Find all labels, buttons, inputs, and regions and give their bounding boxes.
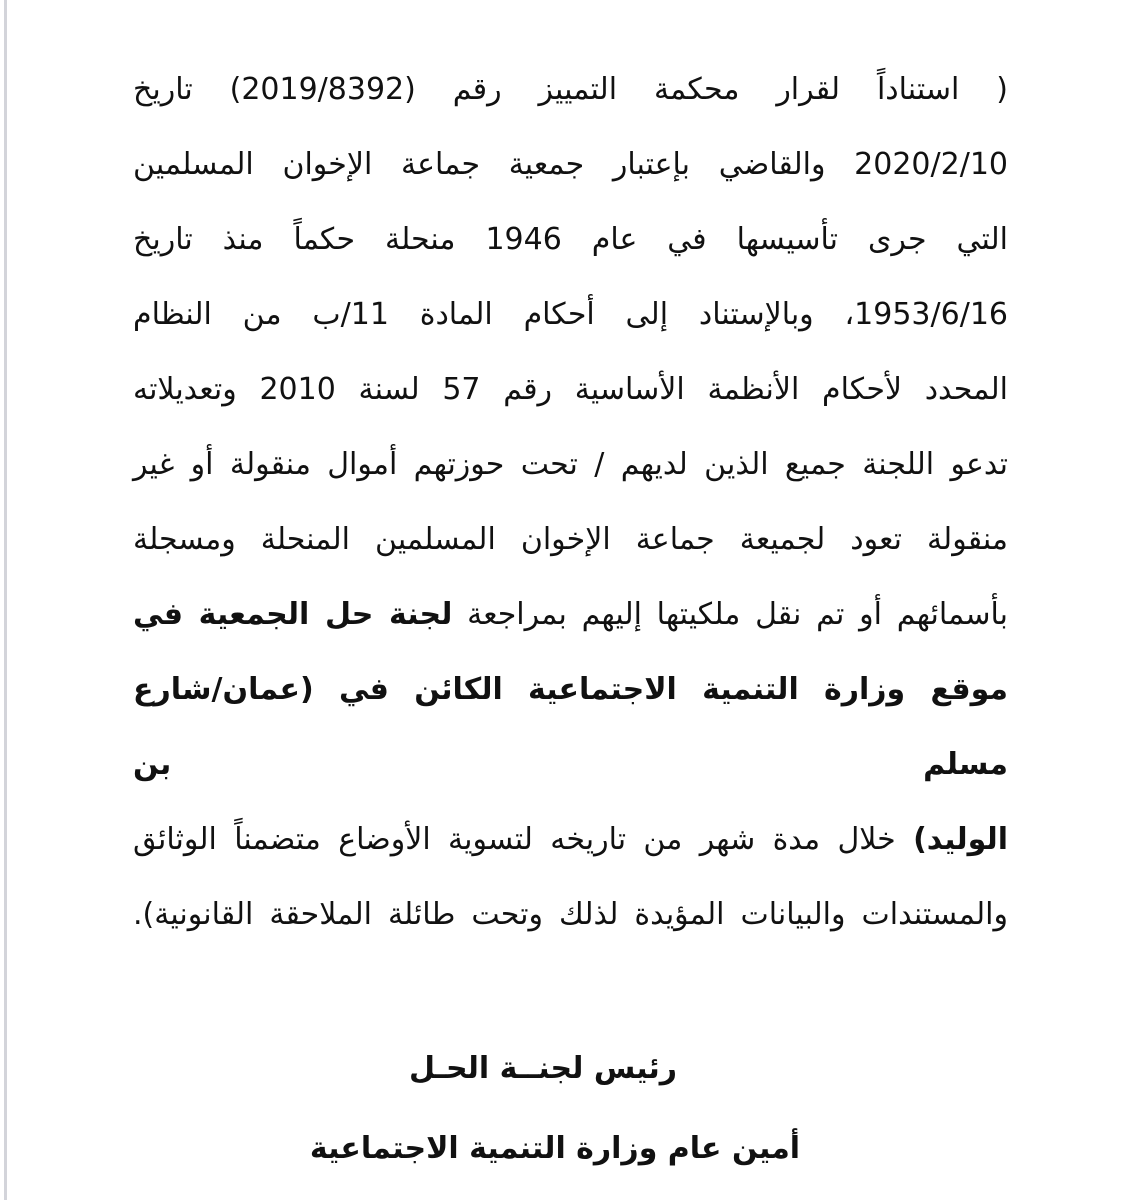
line-text: التي جرى تأسيسها في عام 1946 منحلة حكماً منذ تاريخ	[133, 222, 1008, 257]
signature-block	[0, 1048, 1126, 1170]
line-text-bold: موقع وزارة التنمية الاجتماعية الكائن في (عمان/شارع مسلم بن	[133, 672, 1008, 782]
line-text: خلال مدة شهر من تاريخه لتسوية الأوضاع متضمناً الوثائق	[133, 822, 914, 857]
document-line	[133, 802, 1008, 877]
signature-title-secretary-general-social-development: أمين عام وزارة التنمية الاجتماعية	[309, 1131, 801, 1166]
line-text: المحدد لأحكام الأنظمة الأساسية رقم 57 لسنة 2010 وتعديلاته	[133, 372, 1008, 407]
signature-title-dissolution-committee-chairman: رئيس لجنــة الحـل	[408, 1051, 678, 1086]
line-text: والمستندات والبيانات المؤيدة لذلك وتحت طائلة الملاحقة القانونية).	[133, 897, 1008, 932]
document-line	[133, 877, 1008, 952]
document-line	[133, 427, 1008, 502]
document-line	[133, 202, 1008, 277]
document-line	[133, 127, 1008, 202]
document-line	[133, 502, 1008, 577]
line-text: 1953/6/16، وبالإستناد إلى أحكام المادة 11/ب من النظام	[133, 297, 1008, 332]
document-line	[133, 52, 1008, 127]
line-text-bold: لجنة حل الجمعية في	[133, 597, 453, 632]
line-text: ( استناداً لقرار محكمة التمييز رقم (2019/8392) تاريخ	[133, 72, 1008, 107]
line-text: منقولة تعود لجميعة جماعة الإخوان المسلمين المنحلة ومسجلة	[133, 522, 1008, 557]
line-text: 2020/2/10 والقاضي بإعتبار جمعية جماعة الإخوان المسلمين	[133, 147, 1008, 182]
document-line	[133, 277, 1008, 352]
document-line	[133, 352, 1008, 427]
line-text: تدعو اللجنة جميع الذين لديهم / تحت حوزتهم أموال منقولة أو غير	[133, 447, 1008, 482]
document-line	[133, 652, 1008, 802]
document-line	[133, 577, 1008, 652]
line-text-bold: الوليد)	[913, 822, 1008, 857]
scan-edge-artifact	[4, 0, 7, 1200]
line-text: بأسمائهم أو تم نقل ملكيتها إليهم بمراجعة	[452, 597, 1008, 632]
